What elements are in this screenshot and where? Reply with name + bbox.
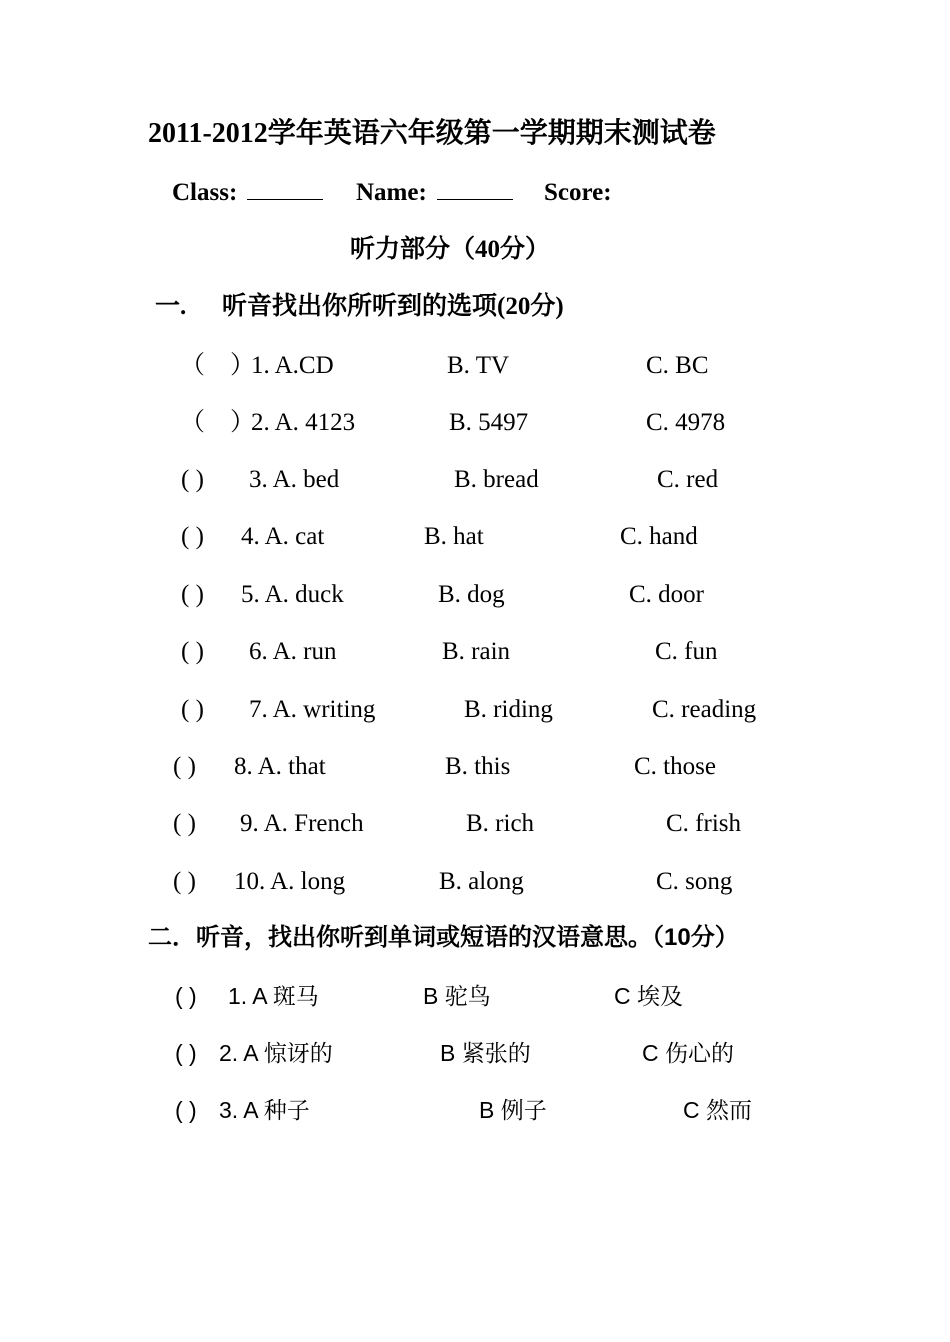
option-b: B. hat bbox=[424, 523, 484, 550]
option-b: B. rain bbox=[442, 638, 511, 665]
option-a: 6. A. run bbox=[249, 638, 337, 665]
answer-paren[interactable]: ( ) bbox=[173, 868, 196, 895]
option-a: 4. A. cat bbox=[241, 523, 325, 550]
option-a: 9. A. French bbox=[240, 810, 364, 837]
option-c: C. frish bbox=[666, 810, 741, 837]
option-c: C 伤心的 bbox=[642, 1040, 734, 1066]
class-label bbox=[172, 180, 323, 205]
answer-paren[interactable]: ( ) bbox=[181, 581, 204, 608]
section1-number: 一. bbox=[155, 293, 187, 320]
option-c: C. those bbox=[634, 753, 716, 780]
option-b: B. this bbox=[445, 753, 511, 780]
section1-heading: 听音找出你所听到的选项(20分) bbox=[222, 293, 564, 320]
answer-paren[interactable]: ( ) bbox=[173, 810, 196, 837]
answer-paren[interactable]: ( ) bbox=[181, 696, 204, 723]
answer-paren[interactable]: ( ) bbox=[181, 638, 204, 665]
option-c: C. door bbox=[629, 581, 704, 608]
answer-paren[interactable]: （ ） bbox=[180, 409, 256, 436]
answer-paren[interactable]: （ ） bbox=[180, 352, 256, 379]
answer-paren[interactable]: ( ) bbox=[175, 1040, 197, 1066]
answer-paren[interactable]: ( ) bbox=[175, 1097, 197, 1123]
option-a: 10. A. long bbox=[234, 868, 346, 895]
option-b: B. dog bbox=[438, 581, 505, 608]
option-c: C. red bbox=[657, 466, 719, 493]
class-label-text: Class: bbox=[172, 179, 238, 206]
option-b: B. bread bbox=[454, 466, 539, 493]
option-b: B. 5497 bbox=[449, 409, 529, 436]
answer-paren[interactable]: ( ) bbox=[181, 466, 204, 493]
option-a: 3. A 种子 bbox=[219, 1097, 310, 1123]
option-a: 1. A 斑马 bbox=[228, 983, 319, 1009]
name-blank[interactable] bbox=[437, 181, 513, 200]
option-c: C. reading bbox=[652, 696, 757, 723]
option-a: 5. A. duck bbox=[241, 581, 344, 608]
option-a: 2. A. 4123 bbox=[251, 409, 356, 436]
section2-heading: 二．听音，找出你听到单词或短语的汉语意思。（10分） bbox=[148, 924, 739, 951]
option-c: C 然而 bbox=[683, 1097, 752, 1123]
option-b: B 例子 bbox=[479, 1097, 547, 1123]
class-blank[interactable] bbox=[247, 181, 323, 200]
option-c: C. BC bbox=[646, 352, 709, 379]
exam-title: 2011-2012学年英语六年级第一学期期末测试卷 bbox=[148, 118, 716, 149]
name-label-text: Name: bbox=[356, 179, 427, 206]
score-label: Score: bbox=[544, 179, 612, 206]
option-c: C. hand bbox=[620, 523, 698, 550]
option-c: C. 4978 bbox=[646, 409, 726, 436]
option-c: C. fun bbox=[655, 638, 718, 665]
name-label bbox=[356, 180, 513, 205]
answer-paren[interactable]: ( ) bbox=[173, 753, 196, 780]
option-a: 1. A.CD bbox=[251, 352, 334, 379]
option-b: B. TV bbox=[447, 352, 510, 379]
option-a: 2. A 惊讶的 bbox=[219, 1040, 333, 1066]
option-b: B. along bbox=[439, 868, 524, 895]
option-c: C 埃及 bbox=[614, 983, 683, 1009]
listening-part-heading: 听力部分（40分） bbox=[350, 236, 551, 263]
option-b: B 驼鸟 bbox=[423, 983, 491, 1009]
option-a: 7. A. writing bbox=[249, 696, 376, 723]
answer-paren[interactable]: ( ) bbox=[181, 523, 204, 550]
answer-paren[interactable]: ( ) bbox=[175, 983, 197, 1009]
option-b: B. riding bbox=[464, 696, 553, 723]
option-c: C. song bbox=[656, 868, 733, 895]
option-b: B. rich bbox=[466, 810, 535, 837]
option-a: 3. A. bed bbox=[249, 466, 340, 493]
option-b: B 紧张的 bbox=[440, 1040, 531, 1066]
option-a: 8. A. that bbox=[234, 753, 326, 780]
